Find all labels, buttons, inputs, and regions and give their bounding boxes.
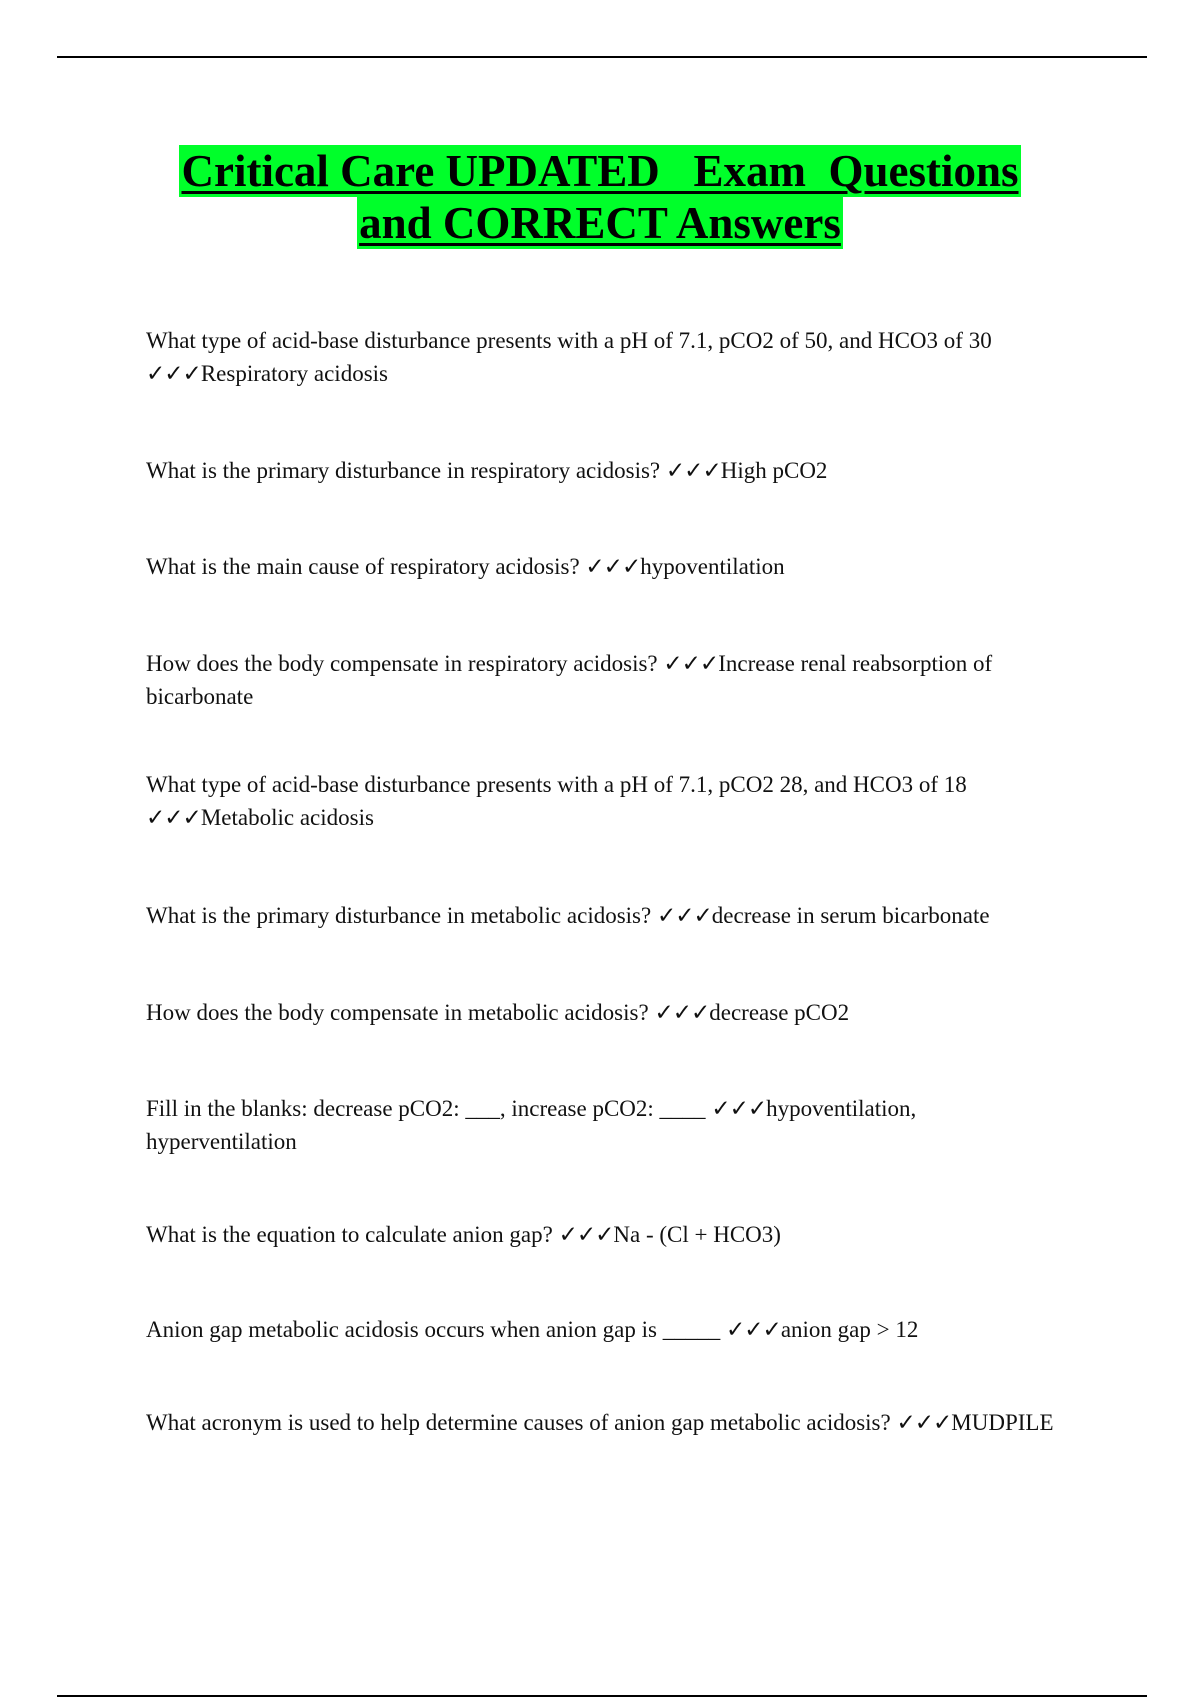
check-mark-icon: ✓✓✓ bbox=[665, 458, 721, 483]
qa-item-2 bbox=[146, 454, 1066, 487]
answer-text: Na - (Cl + HCO3) bbox=[613, 1222, 781, 1247]
check-mark-icon: ✓✓✓ bbox=[585, 554, 641, 579]
title-line-2: and CORRECT Answers bbox=[359, 198, 841, 248]
check-mark-icon: ✓✓✓ bbox=[896, 1410, 952, 1435]
answer-text: decrease in serum bicarbonate bbox=[711, 903, 990, 928]
answer-text: anion gap > 12 bbox=[780, 1317, 919, 1342]
answer-text: MUDPILE bbox=[951, 1410, 1054, 1435]
question-text: How does the body compensate in respiratory acidosis? bbox=[146, 651, 664, 676]
check-mark-icon: ✓✓✓ bbox=[663, 651, 719, 676]
answer-text: hypoventilation bbox=[640, 554, 785, 579]
qa-item-4 bbox=[146, 647, 1066, 713]
answer-text: High pCO2 bbox=[720, 458, 828, 483]
question-text: How does the body compensate in metabolic acidosis? bbox=[146, 1000, 655, 1025]
qa-item-10 bbox=[146, 1313, 1066, 1346]
top-rule bbox=[57, 56, 1147, 58]
check-mark-icon: ✓✓✓ bbox=[654, 1000, 710, 1025]
qa-item-7 bbox=[146, 996, 1066, 1029]
qa-item-3 bbox=[146, 550, 1066, 583]
document-title bbox=[140, 145, 1060, 249]
question-text: What is the equation to calculate anion gap? bbox=[146, 1222, 559, 1247]
question-text: Fill in the blanks: decrease pCO2: ___, increase pCO2: ____ bbox=[146, 1096, 712, 1121]
bottom-rule bbox=[57, 1695, 1147, 1697]
question-text: What type of acid-base disturbance presents with a pH of 7.1, pCO2 of 50, and HCO3 of 30 bbox=[146, 328, 992, 353]
qa-item-1 bbox=[146, 324, 1066, 390]
check-mark-icon: ✓✓✓ bbox=[711, 1096, 767, 1121]
answer-text: hypoventilation, hyperventilation bbox=[146, 1096, 917, 1154]
check-mark-icon: ✓✓✓ bbox=[726, 1317, 781, 1342]
question-text: What is the main cause of respiratory acidosis? bbox=[146, 554, 586, 579]
check-mark-icon: ✓✓✓ bbox=[146, 805, 201, 830]
question-text: What acronym is used to help determine causes of anion gap metabolic acidosis? bbox=[146, 1410, 897, 1435]
answer-text: Respiratory acidosis bbox=[200, 361, 388, 386]
answer-text: decrease pCO2 bbox=[709, 1000, 850, 1025]
qa-item-8 bbox=[146, 1092, 1066, 1158]
answer-text: Metabolic acidosis bbox=[200, 805, 374, 830]
question-text: What is the primary disturbance in metabolic acidosis? bbox=[146, 903, 657, 928]
title-line-1: Critical Care UPDATED Exam Questions bbox=[181, 146, 1019, 196]
answer-text: Increase renal reabsorption of bicarbonate bbox=[146, 651, 993, 709]
check-mark-icon: ✓✓✓ bbox=[656, 903, 712, 928]
qa-item-5 bbox=[146, 768, 1066, 834]
question-text: Anion gap metabolic acidosis occurs when anion gap is _____ bbox=[146, 1317, 726, 1342]
check-mark-icon: ✓✓✓ bbox=[558, 1222, 614, 1247]
qa-item-11 bbox=[146, 1406, 1066, 1439]
qa-item-9 bbox=[146, 1218, 1066, 1251]
question-text: What is the primary disturbance in respiratory acidosis? bbox=[146, 458, 666, 483]
check-mark-icon: ✓✓✓ bbox=[146, 361, 201, 386]
question-text: What type of acid-base disturbance presents with a pH of 7.1, pCO2 28, and HCO3 of 18 bbox=[146, 772, 967, 797]
qa-item-6 bbox=[146, 899, 1066, 932]
